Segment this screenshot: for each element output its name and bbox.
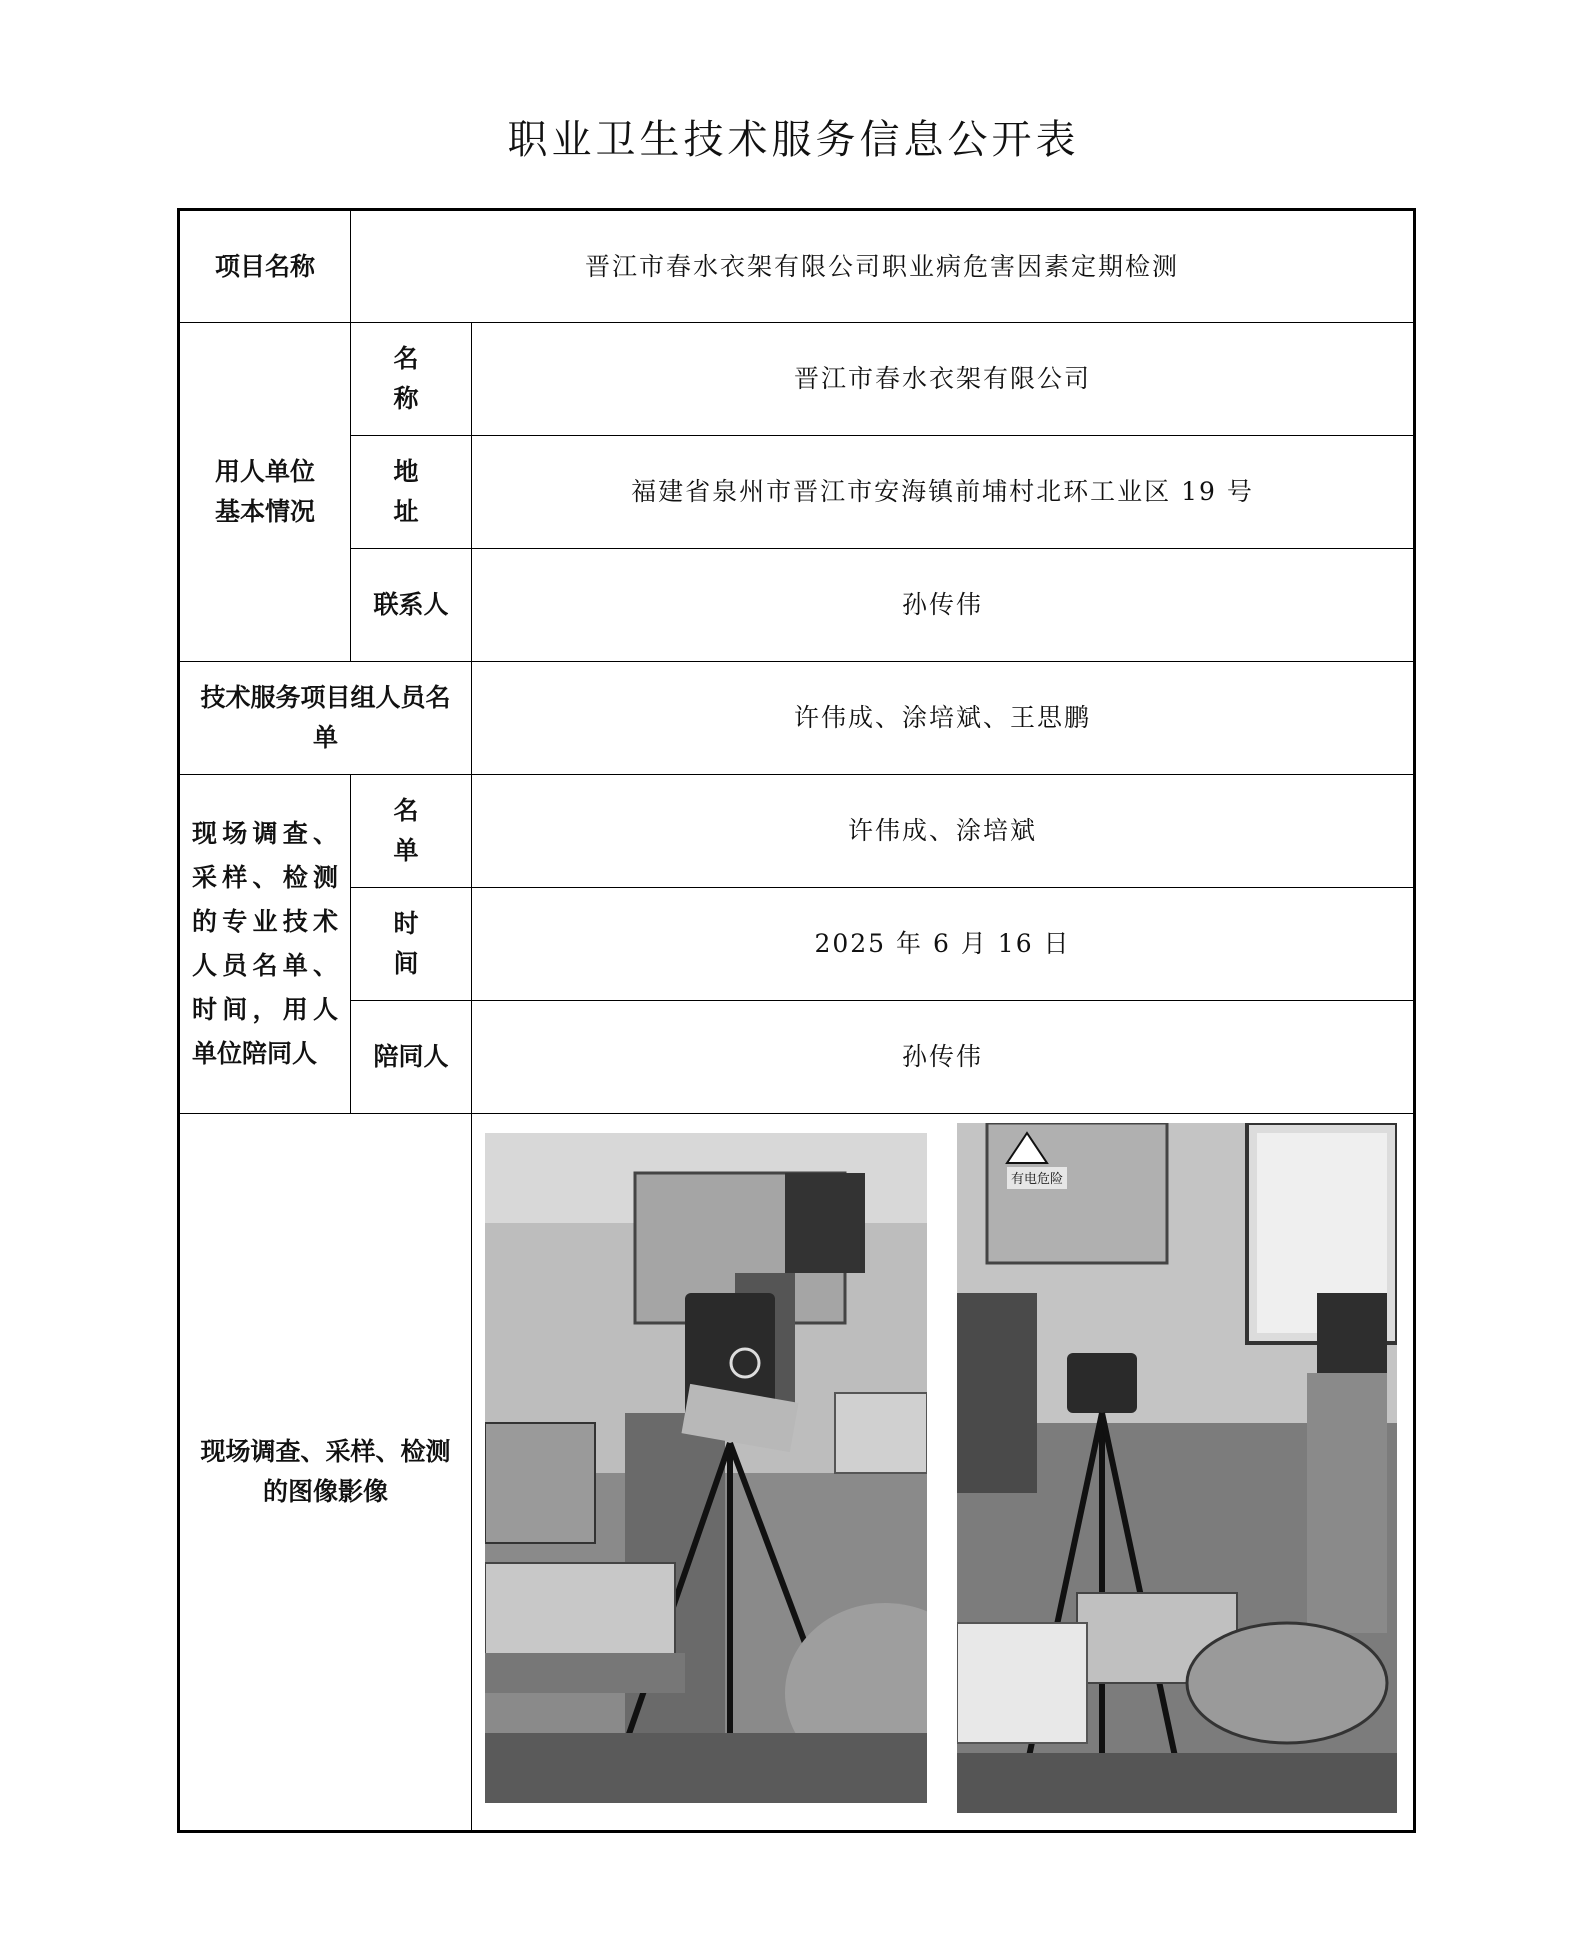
employer-contact-value: 孙传伟 [472,549,1415,662]
document-title: 职业卫生技术服务信息公开表 [507,117,1080,163]
employer-group-label: 用人单位基本情况 [179,323,351,662]
row-employer-contact [179,549,1415,662]
project-name-label: 项目名称 [179,210,351,323]
employer-name-label: 名 称 [351,323,472,436]
info-table [177,208,1416,1833]
row-images [179,1114,1415,1832]
row-survey-time [179,888,1415,1001]
employer-address-value: 福建省泉州市晋江市安海镇前埔村北环工业区 19 号 [472,436,1415,549]
survey-time-value: 2025 年 6 月 16 日 [472,888,1415,1001]
row-project-name [179,210,1415,323]
survey-escort-label: 陪同人 [351,1001,472,1114]
warning-sign-text: 有电危险 [1010,1172,1064,1187]
employer-name-value: 晋江市春水衣架有限公司 [472,323,1415,436]
survey-group-label: 现场调查、采样、检测的专业技术人员名单、时间，用人单位陪同人 [179,775,351,1114]
employer-contact-label: 联系人 [351,549,472,662]
photo-1-illustration [485,1133,927,1803]
row-team [179,662,1415,775]
team-label: 技术服务项目组人员名单 [179,662,472,775]
project-name-value: 晋江市春水衣架有限公司职业病危害因素定期检测 [351,210,1415,323]
photo-area [472,1114,1413,1830]
images-cell [472,1114,1415,1832]
survey-escort-value: 孙传伟 [472,1001,1415,1114]
survey-names-value: 许伟成、涂培斌 [472,775,1415,888]
survey-names-label: 名 单 [351,775,472,888]
survey-time-label: 时 间 [351,888,472,1001]
photo-2-illustration [957,1123,1397,1813]
images-label: 现场调查、采样、检测的图像影像 [179,1114,472,1832]
row-survey-escort [179,1001,1415,1114]
sampling-equipment-photo-1 [485,1133,927,1803]
team-value: 许伟成、涂培斌、王思鹏 [472,662,1415,775]
sampling-equipment-photo-2 [957,1123,1397,1813]
row-employer-name [179,323,1415,436]
row-survey-names [179,775,1415,888]
employer-address-label: 地 址 [351,436,472,549]
row-employer-address [179,436,1415,549]
